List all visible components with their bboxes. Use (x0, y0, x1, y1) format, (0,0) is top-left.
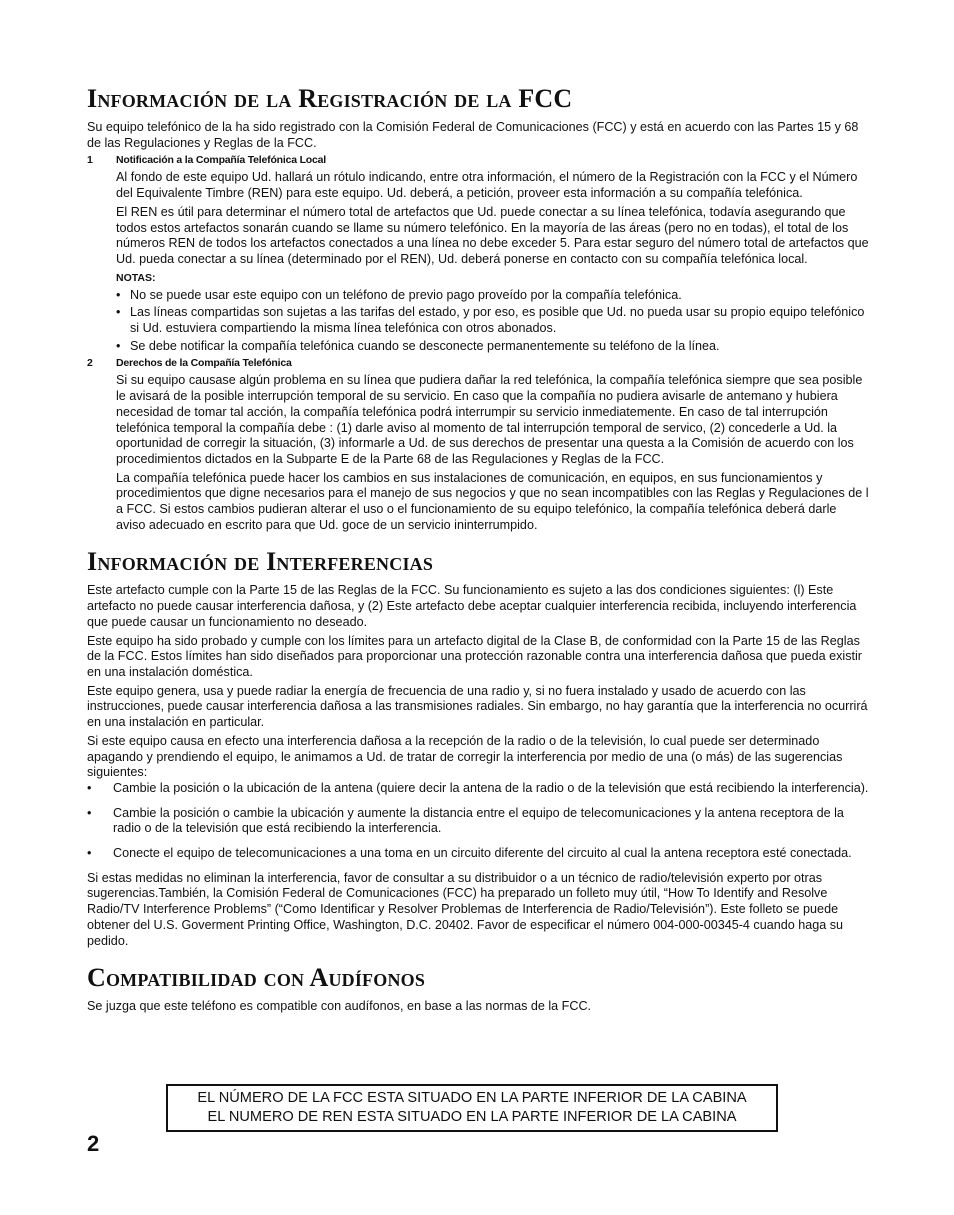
page-content (87, 84, 869, 1015)
interference-section (87, 547, 869, 949)
paragraph: La compañía telefónica puede hacer los cambios en sus instalaciones de comunicación, en equipos, en sus funcionamientos y procedimientos que digne necesarios para el manejo de sus negocios y que no sean incompatibles con las Reglas y Regulaciones de l a FCC. Si estos cambios pudieran alterar el uso o el funcionamiento de su equipo telefónico, la compañía telefónica deberá darle aviso adecuado en escrito para que Ud. goce de un servicio ininterrumpido. (116, 470, 869, 532)
list-item: • Cambie la posición o cambie la ubicación y aumente la distancia entre el equipo de telecomunicaciones y la antena receptora de la radio o de la televisión que está recibiendo la interferencia. (87, 806, 869, 837)
item-heading-rights (87, 356, 869, 370)
list-item: • Cambie la posición o la ubicación de la antena (quiere decir la antena de la radio o de la televisión que está recibiendo la interferencia). (87, 781, 869, 797)
section-title-fcc-registration: Información de la Registración de la FCC (87, 84, 573, 113)
paragraph: Si estas medidas no eliminan la interferencia, favor de consultar a su distribuidor o a un técnico de radio/televisión experto por otras sugerencias.También, la Comisión Federal de Comunicaciones (FCC) ha preparado un folleto muy útil, “How To Identify and Resolve Radio/TV Interference Problems” (“Como Identificar y Resolver Problemas de Interferencia de Radio/Televisión”). Este folleto se puede obtener del U.S. Goverment Printing Office, Washington, D.C. 20402. Favor de especificar el número 004-000-00345-4 cuando haga su pedido. (87, 870, 844, 948)
item-heading-notification (87, 153, 869, 167)
list-item: • Las líneas compartidas son sujetas a las tarifas del estado, y por eso, es posible que Ud. no pueda usar su propio equipo telefónico si Ud. estuviera compartiendo la misma línea telefónica con otros abonados. (116, 305, 869, 336)
list-item: • Conecte el equipo de telecomunicaciones a una toma en un circuito diferente del circuito al cual la antena receptora esté conectada. (87, 846, 869, 862)
paragraph: Este equipo genera, usa y puede radiar la energía de frecuencia de una radio y, si no fuera instalado y usado de acuerdo con las instrucciones, puede causar interferencia dañosa a las transmisiones radiales. Sin embargo, no hay garantía que la interferencia no ocurrirá en una instalación en particular. (87, 683, 868, 730)
item-body-notification (116, 170, 869, 267)
notes-list (116, 288, 869, 355)
hearing-aid-section (87, 963, 869, 1015)
item-heading-text: Derechos de la Compañía Telefónica (116, 357, 292, 370)
paragraph: El REN es útil para determinar el número total de artefactos que Ud. puede conectar a su línea telefónica, todavía asegurando que todos estos artefactos sonarán cuando se llame su número telefónico. En la mayoría de las áreas (pero no en todas), el total de los números REN de todos los artefactos conectados a una línea no debe exceder 5. Para estar seguro del número total de artefactos que Ud. pueda conectar a su línea (determinado por el REN), Ud. deberá ponerse en contacto con su compañía telefónica local. (116, 204, 869, 266)
fcc-intro-paragraph: Su equipo telefónico de la ha sido registrado con la Comisión Federal de Comunicaciones (FCC) y está en acuerdo con las Partes 15 y 68 de las Regulaciones y Reglas de la FCC. (87, 120, 859, 150)
notes-label: NOTAS: (116, 271, 156, 284)
list-item: • No se puede usar este equipo con un teléfono de previo pago proveído por la compañía telefónica. (116, 288, 869, 304)
paragraph: Este artefacto cumple con la Parte 15 de las Reglas de la FCC. Su funcionamiento es sujeto a las dos condiciones siguientes: (l) Este artefacto no puede causar interferencia dañosa, y (2) Este artefacto debe aceptar cualquier interferencia recibida, incluyendo interferencia que puede causar un funcionamiento no deseado. (87, 583, 857, 629)
paragraph: Si este equipo causa en efecto una interferencia dañosa a la recepción de la radio o de la televisión, lo cual puede ser determinado apagando y prendiendo el equipo, le animamos a Ud. de tratar de corregir la interferencia por medio de una (o más) de las sugerencias siguientes: (87, 733, 843, 780)
list-item: • Se debe notificar la compañía telefónica cuando se desconecte permanentemente su teléfono de la línea. (116, 339, 869, 355)
item-body-rights (116, 373, 869, 533)
page-number: 2 (87, 1131, 100, 1156)
fcc-registration-section (87, 84, 869, 533)
section-title-hearing-aid: Compatibilidad con Audífonos (87, 963, 426, 993)
paragraph: Si su equipo causase algún problema en su línea que pudiera dañar la red telefónica, la compañía telefónica siempre que sea posible le avisará de la posible interrupción temporal de su servicio. En caso que la compañía no pudiera avisarle de antemano y hubiera necesidad de tomar tal acción, la compañía telefónica podrá interrumpir su servicio inmediatemente. En caso de tal interrupción telefónica temporal la compañía debe : (1) darle aviso al momento de tal interrupción temporal de servico, (2) concederle a Ud. la oportunidad de corregir la situación, (3) informarle a Ud. de sus derechos de presentar una questa a la Comisión de acuerdo con los procedimientos dictados en la Subparte E de la Parte 68 de las Regulaciones y Reglas de la FCC. (116, 373, 863, 466)
suggestions-list (87, 781, 869, 862)
section-title-interference: Información de Interferencias (87, 547, 434, 577)
item-number: 2 (87, 357, 93, 370)
box-line-ren: EL NUMERO DE REN ESTA SITUADO EN LA PARTE INFERIOR DE LA CABINA (207, 1109, 737, 1125)
paragraph: Este equipo ha sido probado y cumple con los límites para un artefacto digital de la Clase B, de conformidad con la Parte 15 de las Reglas de la FCC. Estos límites han sido diseñados para proporcionar una protección razonable contra una interferencia dañosa que pueda existir en una instalación doméstica. (87, 633, 862, 679)
box-line-fcc: EL NÚMERO DE LA FCC ESTA SITUADO EN LA PARTE INFERIOR DE LA CABINA (197, 1090, 747, 1106)
paragraph: Al fondo de este equipo Ud. hallará un rótulo indicando, entre otra información, el número de la Registración con la FCC y el Número del Equivalente Timbre (REN) para este equipo. Ud. deberá, a petición, proveer esta información a su compañía telefónica. (116, 170, 858, 201)
fcc-ren-location-box (166, 1084, 778, 1132)
item-number: 1 (87, 154, 93, 167)
paragraph: Se juzga que este teléfono es compatible con audífonos, en base a las normas de la FCC. (87, 999, 592, 1014)
item-heading-text: Notificación a la Compañía Telefónica Local (116, 154, 327, 167)
